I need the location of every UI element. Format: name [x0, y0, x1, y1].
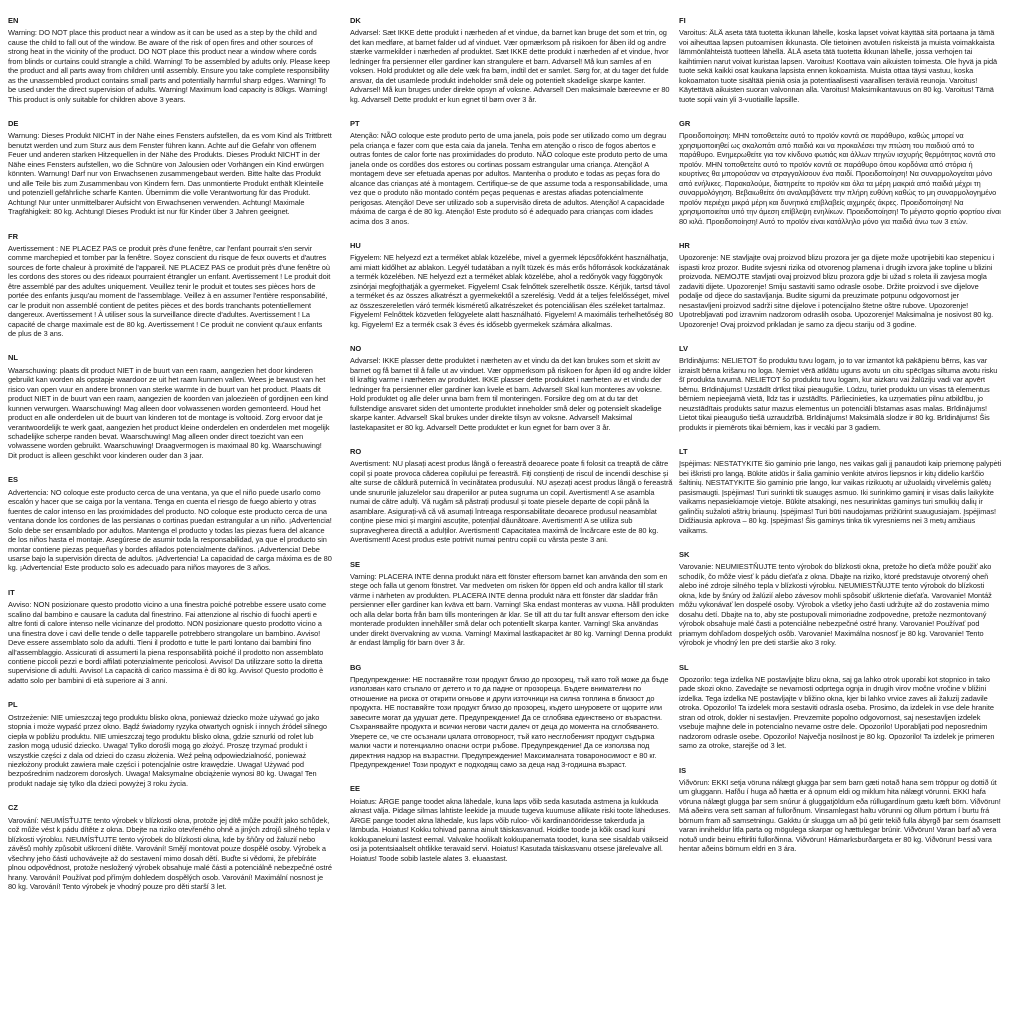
- column-left: [8, 16, 332, 906]
- language-code: EN: [8, 16, 19, 25]
- warning-section-it: [8, 588, 332, 685]
- language-code: IT: [8, 587, 15, 597]
- warning-text: Brīdinājums: NELIETOT šo produktu tuvu logam, jo to var izmantot kā pakāpienu bērns, kas var izraisīt bērna krišanu no loga. Ņemiet vērā atklātu uguns avotu un citu spēcīgas siltuma avotu risku šī produkta tuvumā. NELIETOT šo produktu tuvu logam, kur aizkaru vai žalūziju vadi var apvērt bērnu. Brīdinājums! Uzstādīt drīkst tikai pieaugušie. Lūdzu, turiet produktu un visas tā elementus bērniem nepieejamā vietā, līdz tas ir uzstādīts. Pārliecinieties, ka uzņematies pilnu atbildību, jo neuzstādītais produkts satur mazus elementus un potenciāli bīstamas asas malas. Brīdinājums! Lietot tikai pieaugušo tiešā uzraudzībā. Brīdinājums! Maksimālā slodze ir 80 kg. Brīdinājums! Šis produkts ir piemērots tikai bērniem, kas ir vecāki par 3 gadiem.: [679, 356, 998, 432]
- warning-section-lt: [679, 447, 1003, 535]
- language-code: PL: [8, 700, 18, 710]
- language-code: LV: [679, 344, 689, 353]
- warning-text: Ostrzeżenie: NIE umieszczaj tego produktu blisko okna, ponieważ dziecko może używać go jako stopnia i może wypaść przez okno. Bądź świadomy ryzyka otwartych ognisk i innych źródeł silnego ciepła w pobliżu produktu. NIE umieszczaj tego produktu blisko okna, gdzie sznurki od rolet lub zasłon mogą udusić dziecko. Uwaga! Tylko dorośli mogą go złożyć. Proszę trzymać produkt i wszystkie części z dala od dzieci do czasu złożenia. Weź pełną odpowiedzialność, ponieważ niezłożony produkt zawiera małe części i potencjalnie ostre krawędzie. Uwaga! Używać pod bezpośrednim nadzorem dorosłych. Uwaga! Maksymalne obciążenie wynosi 80 kg. Uwaga! Ten produkt nadaje się tylko dla dzieci powyżej 3 roku życia.: [8, 712, 327, 788]
- warning-section-pl: [8, 700, 332, 788]
- language-code: FI: [679, 16, 686, 25]
- language-code: FR: [8, 231, 18, 241]
- warning-text: Advertencia: NO coloque este producto cerca de una ventana, ya que el niño puede usarlo como escalón y hacer que se caiga por la ventana. Tenga en cuenta el riesgo de fuego abierto y otras fuentes de calor intenso en las proximidades del producto. NO coloque este producto cerca de una ventana donde los cordones de las persianas o cortinas puedan estrangular a un niño. ¡Advertencia! Solo debe ser ensamblado por adultos. Mantenga el producto y todas las piezas fuera del alcance de los niños hasta el montaje. Asegúrese de asumir toda la responsabilidad, ya que el producto sin montar contiene piezas pequeñas y bordes afilados potencialmente dañinos. ¡Advertencia! Debe usarse bajo la supervisión directa de adultos. ¡Advertencia! La capacidad de carga máxima es de 80 kg. ¡Advertencia! Este producto solo es adecuado para niños mayores de 3 años.: [8, 487, 332, 573]
- column-middle: [350, 16, 674, 878]
- warning-section-de: [8, 119, 332, 216]
- warning-text: Atenção: NÃO coloque este produto perto de uma janela, pois pode ser utilizado como um degrau pela criança e fazer com que esta caia da janela. Tenha em atenção o risco de fogos abertos e outras fontes de calor forte nas proximidades do produto. NÃO coloque este produto perto de uma janela onde os cordões dos estores ou cortinas possam estrangular uma criança. Atenção! A montagem deve ser efetuada apenas por adultos. Mantenha o produto e todas as peças fora do alcance das crianças até à montagem. Certifique-se de que assume toda a responsabilidade, uma vez que o produto não montado contém peças pequenas e arestas afiadas potencialmente perigosas. Atenção! Deve ser utilizado sob a supervisão direta de adultos. Atenção! A capacidade máxima de carga é de 80 kg. Atenção! Este produto só é adequado para crianças com idades acima dos 3 anos.: [350, 131, 668, 226]
- warning-section-hu: [350, 241, 674, 329]
- language-code: IS: [679, 765, 687, 775]
- column-right: [679, 16, 1003, 869]
- warning-text: Opozorilo: tega izdelka NE postavljajte blizu okna, saj ga lahko otrok uporabi kot stopnico in tako pade skozi okno. Zavedajte se nevarnosti odprtega ognja in drugih virov močne vročine v bližini izdelka. Tega izdelka NE postavljajte v bližino okna, kjer bi lahko vrvice zaves ali žaluzij zadavile otroka. Opozorilo! Ta izdelek mora sestaviti odrasla oseba. Prosimo, da izdelek in vse dele hranite stran od otrok, dokler ni sestavljen. Prevzemite popolno odgovornost, saj nesestavljen izdelek vsebuje majhne dele in potencialno nevarne ostre dele. Opozorilo! Uporabljati pod neposrednim nadzorom odrasle osebe. Opozorilo! Največja nosilnost je 80 kg. Opozorilo! Ta izdelek je primeren samo za otroke, starejše od 3 let.: [679, 674, 995, 751]
- warning-text: Waarschuwing: plaats dit product NIET in de buurt van een raam, aangezien het door kinderen gebruikt kan worden als opstapje waardoor ze uit het raam kunnen vallen. Wees je bewust van het risico van open vuur en andere bronnen van sterke warmte in de buurt van het product. Plaats dit product NIET in de buurt van een raam, aangezien de koorden van jaloezieën of gordijnen een kind kunnen verwurgen. Waarschuwing! Mag alleen door volwassenen worden gemonteerd. Houd het product en alle onderdelen uit de buurt van kinderen tot de montage is voltooid. Zorg ervoor dat je verantwoordelijk te werk gaat, aangezien het product kleine onderdelen en onderdelen met mogelijk schadelijke scherpe randen bevat. Waarschuwing! Mag alleen onder direct toezicht van een volwassene worden gebruikt. Waarschuwing! Draagvermogen is maximaal 80 kg. Waarschuwing! Dit product is alleen geschikt voor kinderen ouder dan 3 jaar.: [8, 365, 330, 460]
- warning-section-lv: [679, 344, 1003, 432]
- language-code: BG: [350, 662, 362, 672]
- warning-text: Varoitus: ÄLÄ aseta tätä tuotetta ikkunan lähelle, koska lapset voivat käyttää sitä portaana ja tämä voi aiheuttaa lapsen putoamisen ikkunasta. Ole tietoinen avotulen riskeistä ja muista voimakkaista lämmönlähteistä tuotteen lähellä. ÄLÄ aseta tätä tuotetta ikkunan lähelle, jossa verhojen tai kaihtimien narut voivat kuristaa lapsen. Varoitus! Koottava vain aikuisten toimesta. Ole hyvä ja pidä tuote sekä kaikki osat kaukana lapsista ennen kokoamista. Muista ottaa täysi vastuu, koska kokoamaton tuote sisältää pieniä osia ja potentiaalisesti vaarallisen teräviä reunoja. Varoitus! Käytettävä aikuisten suoran valvonnan alla. Varoitus! Maksimikantavuus on 80 kg. Varoitus! Tämä tuote sopii vain yli 3-vuotiaille lapsille.: [679, 28, 998, 104]
- warning-text: Įspėjimas: NESTATYKITE šio gaminio prie lango, nes vaikas gali jį panaudoti kaip priemonę palypėti bei iškristi pro langą. Būkite atidūs ir šalia gaminio venkite atviros liepsnos ir kitų didelio karščio šaltinių. NESTATYKITE šio gaminio prie lango, kur vaikas rizikuotų ar užuolaidų virvelėmis galėtų pasismaugti. Įspėjimas! Turi surinkti tik suaugęs asmuo. Iki surinkimo gaminį ir visas dalis laikykite vaikams nepasiekiamoje vietoje. Būkite atsakingi, nes nesurinktas gaminys turi smulkių dalių ir galinčių sužaloti aštrių briaunų. Įspėjimas! Turi būti naudojamas prižiūrint suaugusiajam. Įspėjimas! Didžiausia apkrova – 80 kg. Įspėjimas! Šis gaminys tinka tik vyresniems nei 3 metų amžiaus vaikams.: [679, 459, 1002, 535]
- warning-section-sl: [679, 663, 1003, 751]
- language-code: SL: [679, 662, 689, 672]
- warning-section-ro: [350, 447, 674, 544]
- warning-section-fr: [8, 232, 332, 339]
- warning-text: Warning: DO NOT place this product near a window as it can be used as a step by the child and cause the child to fall out of the window. Be aware of the risk of open fires and other sources of strong heat in the vicinity of the product. DO NOT place this product near a window where cords from blinds or curtains could strangle a child. Warning! To be assembled by adults only. Please keep the product and all parts away from children until assembly. Ensure you take complete responsibility as the unassembled product contains small parts and potentially harmful sharp edges. Warning! To be used under the direct supervision of adults. Warning! Maximum load capacity is 80kgs. Warning! This product is only suitable for children above 3 years.: [8, 28, 330, 104]
- warning-text: Warnung: Dieses Produkt NICHT in der Nähe eines Fensters aufstellen, da es vom Kind als Trittbrett benutzt werden und zum Sturz aus dem Fenster führen kann. Achte auf die Gefahr von offenem Feuer und anderen starken Hitzequellen in der Nähe des Produkts. Dieses Produkt NICHT in der Nähe eines Fensters aufstellen, wo die Schnüre von Jalousien oder Vorhängen ein Kind erwürgen könnten. Warnung! Darf nur von Erwachsenen zusammengebaut werden. Bitte halte das Produkt und alle Teile bis zum Zusammenbau von Kindern fern. Das unmontierte Produkt enthält Kleinteile und potenziell gefährliche scharfe Kanten. Übernimm die volle Verantwortung für das Produkt. Achtung! Nur unter unmittelbarer Aufsicht von Erwachsenen verwenden. Achtung! Maximale Tragfähigkeit: 80 kg. Achtung! Dieses Produkt ist nur für Kinder über 3 Jahren geeignet.: [8, 131, 332, 217]
- warning-text: Hoiatus: ÄRGE pange toodet akna lähedale, kuna laps võib seda kasutada astmena ja kukkuda aknast välja. Pidage silmas lahtiste leekide ja muude tugevа kuumuse allikate riski toote läheduses. ÄRGE pange toodet akna lähedale, kus laps võib ruloo- või kardinanööridesse takerduda ja lämbuda. Hoiatus! Kokku tohivad panna ainult täiskasvanud. Hoidke toode ja kõik osad kuni kokkupanekuni lastest eemal. Valvake hoolikalt kokkupanemata toodet, kuna see sisaldab väikseid osi ja potentsiaalselt ohtlikke teravaid servi. Hoiatus! Kasutada täiskasvanu otsese järelevalve all. Hoiatus! Toode sobib lastele alates 3. eluaastast.: [350, 796, 671, 863]
- warning-text: Upozorenje: NE stavljajte ovaj proizvod blizu prozora jer ga dijete može upotrijebiti kao stepenicu i ispasti kroz prozor. Budite svjesni rizika od otvorenog plamena i drugih izvora jake topline u blizini proizvoda. NEMOJTE stavljati ovaj proizvod blizu prozora gdje bi užad s roleta ili zavjesa mogla zadaviti dijete. Upozorenje! Smiju sastaviti samo odrasle osobe. Držite proizvod i sve dijelove podalje od djece do sastavljanja. Budite sigurni da preuzimate potpunu odgovornost jer nesastavljeni proizvod sadrži sitne dijelove i potencijalno štetne oštre rubove. Upozorenje! Upotrebljavati pod izravnim nadzorom odraslih osoba. Upozorenje! Maksimalna je nosivost 80 kg. Upozorenje! Ovaj proizvod prikladan je samo za djecu stariju od 3 godine.: [679, 253, 995, 329]
- warning-section-pt: [350, 119, 674, 226]
- warning-text: Avviso: NON posizionare questo prodotto vicino a una finestra poiché potrebbe essere usato come scalino dal bambino e causare la caduta dal finestrino. Fai attenzione al rischio di fuochi aperti e altre fonti di calore intenso nelle vicinanze del prodotto. NON posizionare questo prodotto vicino a una finestra dove i cavi delle tende o delle tapparelle potrebbero strangolare un bambino. Avviso! Deve essere assemblato solo da adulti. Tieni il prodotto e tutte le parti lontano dai bambini fino all'assemblaggio. Assicurati di assumerti la piena responsabilità poiché il prodotto non assemblato contiene piccoli pezzi e bordi affilati potenzialmente pericolosi. Avviso! Da utilizzare sotto la diretta supervisione di adulti. Avviso! La capacità di carico massima è di 80 kg. Avviso! Questo prodotto è adatto solo per bambini di età superiore ai 3 anni.: [8, 600, 327, 685]
- warning-section-sk: [679, 550, 1003, 647]
- language-code: DE: [8, 119, 19, 129]
- warning-section-nl: [8, 353, 332, 460]
- warning-section-se: [350, 560, 674, 648]
- warning-section-gr: [679, 119, 1003, 226]
- language-code: NO: [350, 344, 362, 353]
- warning-text: Viðvörun: EKKI setja vöruna nálægt glugga þar sem barn gæti notað hana sem tröppur og dottið út um gluggann. Hafðu í huga að hætta er á opnum eldi og miklum hita nálægt vörunni. EKKI hafa vöruna nálægt glugga þar sem snúrur á gluggatjöldum eða rúllugardínum gætu kæft börn. Viðvörun! Má aðeins vera sett saman af fullorðnum. Vinsamlegast haltu vörunni og öllum pörtum í burtu frá börnum fram að samsetningu. Gakktu úr skugga um að þú getir tekið fulla ábyrgð þar sem ósamsett varan inniheldur litla parta og mögulega skarpar og hættulegar brúnir. Viðvörun! Varan barf að vera notuð undir beinu eftirliti fullorðinna. Viðvörun! Hámarksburðargeta er 80 kg. Viðvörun! Þessi vara hentar aðeins börnum eldri en 3 ára.: [679, 777, 1001, 854]
- warning-text: Προειδοποίηση: ΜΗΝ τοποθετείτε αυτό το προϊόν κοντά σε παράθυρο, καθώς μπορεί να χρησιμοποιηθεί ως σκαλοπάτι από παιδιά και να προκαλέσει την πτώση του παιδιού από το παράθυρο. Ενημερωθείτε για τον κίνδυνο φωτιάς και άλλων πηγών ισχυρής θερμότητας κοντά στο προϊόν. ΜΗΝ τοποθετείτε αυτό το προϊόν κοντά σε παράθυρο όπου κορδόνια από στόρια ή κουρτίνες θα μπορούσαν να στραγγαλίσουν ένα παιδί. Προειδοποίηση! Να συναρμολογείται μόνο από ενήλικες. Παρακαλούμε, διατηρείτε το προϊόν και όλα τα μέρη μακριά από παιδιά μέχρι τη συναρμολόγηση. Βεβαιωθείτε ότι αναλαμβάνετε την πλήρη ευθύνη καθώς το μη συναρμολογημένο προϊόν περιέχει μικρά μέρη και δυνητικά επιβλαβείς αιχμηρές άκρες. Προειδοποίηση! Να χρησιμοποιείται υπό την άμεση επίβλεψη ενηλίκων. Προειδοποίηση! Το μέγιστο φορτίο φορτίου είναι 80 κιλά. Προειδοποίηση! Αυτό το προϊόν είναι κατάλληλο μόνο για παιδιά άνω των 3 ετών.: [679, 131, 1001, 226]
- warning-section-cz: [8, 803, 332, 891]
- warning-text: Varning: PLACERA INTE denna produkt nära ett fönster eftersom barnet kan använda den som en stege och falla ut genom fönstret. Var medveten om risken för öppen eld och andra källor till stark värme i närheten av produkten. PLACERA INTE denna produkt nära ett fönster där sladdar från persienner eller gardiner kan kväva ett barn. Varning! Ska endast monteras av vuxna. Håll produkten och alla delar borta från barn tills monteringen är klar. Se till att du tar fullt ansvar eftersom den icke monterade produkten innehåller små delar och potentiellt skarpa kanter. Varning! Ska användas under direkt övervakning av vuxna. Varning! Maximal lastkapacitet är 80 kg. Varning! Denna produkt är endast lämplig för barn över 3 år.: [350, 571, 674, 648]
- warning-text: Figyelem: NE helyezd ezt a terméket ablak közelébe, mivel a gyermek lépcsőfokként használhatja, ami miatt kidőlhet az ablakon. Legyél tudatában a nyílt tüzek és más erős hőforrások kockázatának a termék közelében. NE helyezd ezt a terméket ablak közelébe, ahol a redőnyök vagy függönyök zsinórjai megfojthatják a gyermeket. Figyelem! Csak felnőttek szerelhetik össze. Kérjük, tartsd távol a terméket és az összes alkatrészt a gyermekektől a szerelésig. Vedd át a teljes felelősséget, mivel az összeszereletlen váró termék kisméretű alkatrészeket és potenciálisan éles széleket tartalmaz. Figyelem! Felnőttek közvetlen felügyelete alatt használható. Figyelem! A maximális terhelhetőség 80 kg. Figyelem! Ez a termék csak 3 éves és idősebb gyermekek számára alkalmas.: [350, 253, 673, 329]
- warning-section-no: [350, 344, 674, 432]
- language-code: PT: [350, 119, 360, 129]
- language-code: SK: [679, 550, 690, 560]
- language-code: HR: [679, 240, 690, 250]
- language-code: GR: [679, 119, 691, 129]
- warning-text: Avertisment: NU plasați acest produs lângă o fereastră deoarece poate fi folosit ca treaptă de către copil și poate provoca căderea copilului pe fereastră. Fiți conștienți de riscul de incendii deschise și alte surse de căldură puternică în vecinătatea produsului. NU așezați acest produs lângă o fereastră unde snururile jaluzelelor sau draperiilor ar putea sugruma un copil. Avertisment! A se asambla numai de către adulți. Vă rugăm să păstrați produsul și toate piesele departe de copii până la asamblare. Asigurați-vă că vă asumați întreaga responsabilitate deoarece produsul neasamblat conține piese mici și margini ascuțite, potențial dăunătoare. Avertisment! A se utiliza sub supravegherea directă a adulților. Avertisment! Capacitatea maximă de încărcare este de 80 kg. Avertisment! Acest produs este potrivit numai pentru copiii cu vârsta peste 3 ani.: [350, 459, 673, 545]
- language-code: SE: [350, 559, 361, 569]
- warning-section-is: [679, 766, 1003, 854]
- warning-text: Advarsel: IKKE plasser dette produktet i nærheten av et vindu da det kan brukes som et skritt av barnet og få barnet til å falle ut av vinduet. Vær oppmerksom på risikoen for åpen ild og andre kilder til kraftig varme i nærheten av produktet. IKKE plasser dette produktet i nærheten av et vindu der ledninger fra persienner eller gardiner kan kvele et barn. Advarsel! Skal kun monteres av voksne. Hold produktet og alle deler unna barn frem til monteringen. Forsikre deg om at du tar det fullstendige ansvaret siden det umonterte produktet inneholder små deler og potensielt skadelige skarpe kanter. Advarsel! Skal brukes under direkte tilsyn av voksne. Advarsel! Maksimal lastekapasitet er 80 kg. Advarsel! Dette produktet er kun egnet for barn over 3 år.: [350, 356, 671, 432]
- language-code: HU: [350, 240, 361, 250]
- language-code: DK: [350, 16, 361, 25]
- language-code: ES: [8, 475, 19, 485]
- warning-section-dk: [350, 16, 674, 104]
- warning-section-hr: [679, 241, 1003, 329]
- warning-text: Varování: NEUMÍSŤUJTE tento výrobek v blízkosti okna, protože jej dítě může použít jako schůdek, což může vést k pádu dítěte z okna. Dbejte na riziko otevřeného ohně a jiných zdrojů silného tepla v blízkosti výrobku. NEUMÍSŤUJTE tento výrobek do blízkosti okna, kde by šňůry od žaluzií nebo závěsů mohly způsobit uškrcení dítěte. Varování! Smějí montovat pouze dospělé osoby. Výrobek a všechny jeho části uchovávejte až do sestavení mimo dosah dětí. Buďte si vědomi, že přebíráte plnou odpovědnost, protože nesložený výrobek obsahuje malé části a potenciálně nebezpečné ostré hrany. Varování! Používat pod přímým dohledem dospělých osob. Varování! Maximální nosnost je 80 kg. Varování! Tento výrobek je vhodný pouze pro děti starší 3 let.: [8, 815, 332, 891]
- warning-text: Advarsel: Sæt IKKE dette produkt i nærheden af et vindue, da barnet kan bruge det som et trin, og det kan medføre, at barnet falder ud af vinduet. Vær opmærksom på risikoen for åben ild og andre stærke varmekilder i nærheden af produktet. Sæt IKKE dette produkt i nærheden af et vindue, hvor ledninger fra persienner eller gardiner kan strangulere et barn. Advarsel! Må kun samles af en voksen. Hold produktet og alle dele væk fra børn, indtil det er samlet. Sørg for, at du tager det fulde ansvar, da det usamlede produkt indeholder små dele og potentielt skadelige skarpe kanter. Advarsel! Må kun bruges under direkte opsyn af voksne. Advarsel! Den maksimale bæreevne er 80 kg. Advarsel! Dette produkt er kun egnet til børn over 3 år.: [350, 28, 670, 104]
- warning-section-fi: [679, 16, 1003, 104]
- language-code: EE: [350, 784, 361, 794]
- language-code: NL: [8, 353, 18, 363]
- warning-section-en: [8, 16, 332, 104]
- warning-text: Avertissement : NE PLACEZ PAS ce produit près d'une fenêtre, car l'enfant pourrait s'en servir comme marchepied et tomber par la fenêtre. Soyez conscient du risque de feux ouverts et d'autres sources de forte chaleur à proximité de l'appareil. NE PLACEZ PAS ce produit près d'une fenêtre où les cordons des stores ou des rideaux pourraient étrangler un enfant. Avertissement ! Le produit doit être assemblé par des adultes uniquement. Veuillez tenir le produit et toutes ses pièces hors de portée des enfants jusqu'au moment de l'assemblage. Veillez à en assumer l'entière responsabilité, car le produit non assemblé contient de petites pièces et des bords tranchants potentiellement dangereux. Avertissement ! À utiliser sous la surveillance directe d'adultes. Avertissement ! La capacité de charge maximale est de 80 kg. Avertissement ! Ce produit ne convient qu'aux enfants de plus de 3 ans.: [8, 243, 331, 338]
- language-code: RO: [350, 447, 362, 457]
- warning-section-bg: [350, 663, 674, 770]
- warning-section-es: [8, 475, 332, 572]
- warning-section-ee: [350, 784, 674, 863]
- language-code: CZ: [8, 803, 18, 813]
- warning-text: Varovanie: NEUMIESTŇUJTE tento výrobok do blízkosti okna, pretože ho dieťa môže použiť ako schodík, čo môže viesť k pádu dieťaťa z okna. Dbajte na riziko, ktoré predstavuje otvorený oheň alebo iné zdroje silného tepla v blízkosti výrobku. NEUMIESTŇUJTE tento výrobok do blízkosti okna, kde by šnúry od žalúzií alebo závesov mohli spôsobiť uškrtenie dieťaťa. Varovanie! Montáž môžu vykonávať len dospelé osoby. Výrobok a všetky jeho časti udržujte až do zostavenia mimo dosahu detí. Dbajte na to, aby ste postupovali mimoriadne zodpovedne, pretože nezmontovaný výrobok obsahuje malé časti a potenciálne nebezpečné ostré hrany. Varovanie! Používať pod priamym dohľadom dospelých osôb. Varovanie! Maximálna nosnosť je 80 kg. Varovanie! Tento výrobok je vhodný len pre deti staršie ako 3 roky.: [679, 562, 992, 648]
- warning-text: Предупреждение: НЕ поставяйте този продукт близо до прозорец, тъй като той може да бъде използван като стъпало от детето и то да падне от прозореца. Бъдете внимателни по отношение на риска от открити огньове и други източници на силна топлина в близост до продукта. НЕ поставяйте този продукт близо до прозорец, където шнуровете от щорите или завесите могат да удушат дете. Предупреждение! Да се сглобява единствено от възрастни. Съхранявайте продукта и всички негови части далеч от деца до момента на сглобяването. Уверете се, че сте осъзнали цялата отговорност, тъй като несглобеният продукт съдържа малки части и потенциално опасни остри ръбове. Предупреждение! Да се използва под директния надзор на възрастни. Предупреждение! Максималната товароносимост е 80 кг. Предупреждение! Този продукт е подходящ само за деца над 3-годишна възраст.: [350, 674, 669, 770]
- language-code: LT: [679, 447, 688, 457]
